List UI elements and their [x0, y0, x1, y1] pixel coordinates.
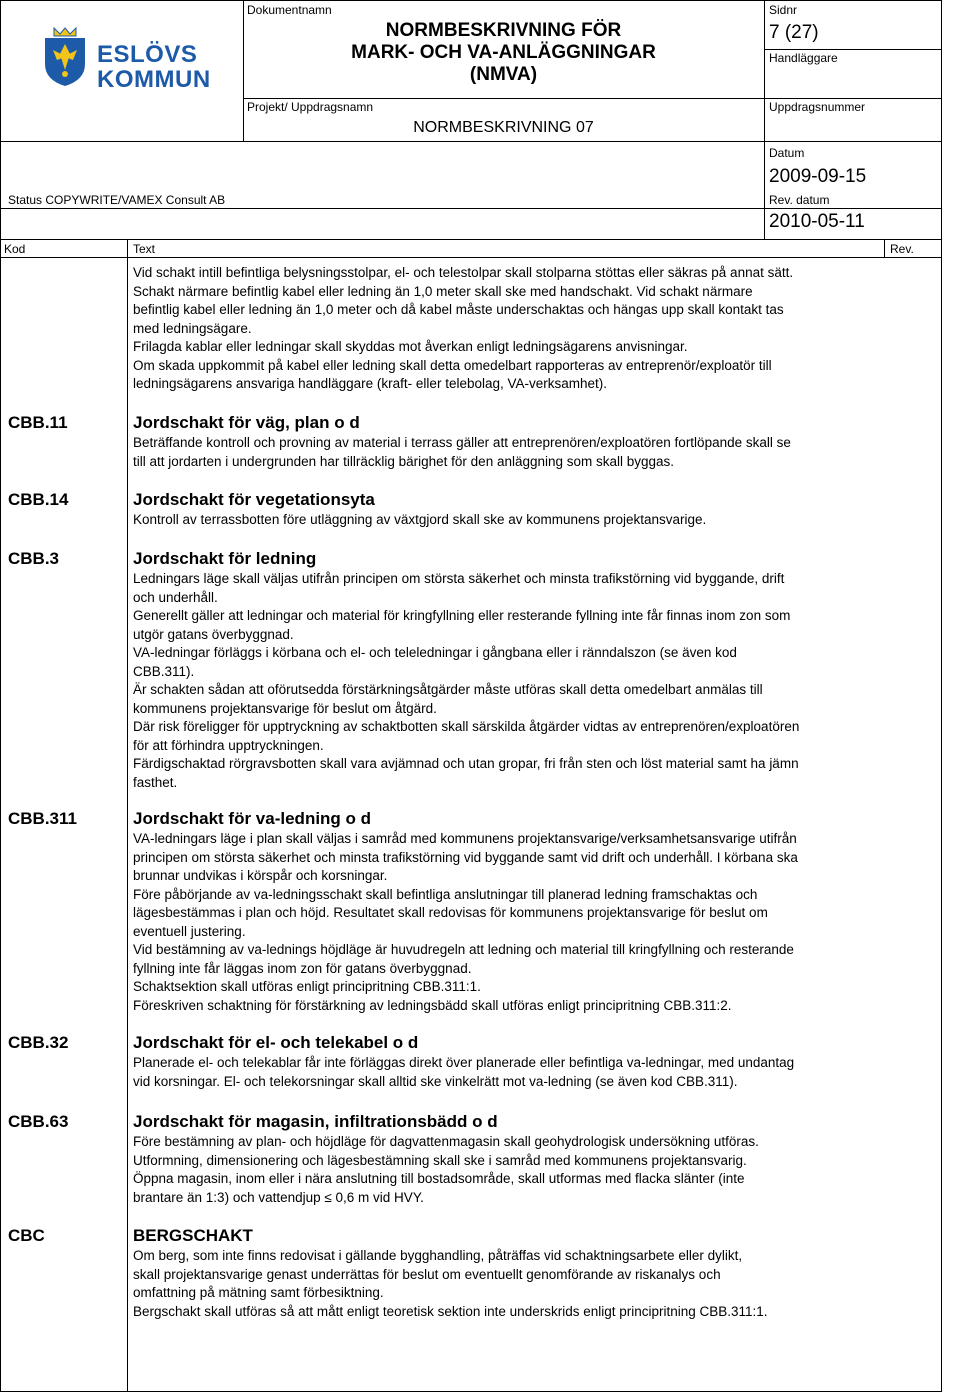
- text-line: Om skada uppkommit på kabel eller ledning skall detta omedelbart rapporteras av entreprenör/exploatör till: [133, 357, 772, 373]
- sidnr-label: Sidnr: [769, 3, 798, 17]
- section-kod: CBB.14: [8, 490, 69, 509]
- text-line: VA-ledningar förläggs i körbana och el- och teleledningar i gångbana eller i ränndalszon (se även kod: [133, 645, 737, 660]
- text-line: utgör gatans överbyggnad.: [133, 626, 294, 642]
- text-line: Planerade el- och telekablar får inte förläggas direkt över planerade eller befintliga va-ledningar, med undantag: [133, 1055, 795, 1070]
- text-line: vid korsningar. El- och telekorsningar skall alltid ske vinkelrätt mot va-ledning (se även kod CBB.311).: [133, 1073, 738, 1089]
- text-line: Utformning, dimensionering och lägesbestämning skall ske i samråd med kommunens projektansvarig.: [133, 1152, 747, 1168]
- divider-status: [0, 208, 942, 209]
- section-cbb-311: [133, 809, 798, 1015]
- section-heading: BERGSCHAKT: [133, 1226, 253, 1245]
- text-line: Vid bestämning av va-lednings höjdläge är huvudregeln att ledning och material till kringfyllning och resterande: [133, 942, 794, 957]
- text-line: brunnar undvikas i körspår och korsningar.: [133, 868, 388, 883]
- coat-of-arms-icon: [42, 26, 88, 88]
- text-line: fasthet.: [133, 774, 178, 790]
- projekt-label: Projekt/ Uppdragsnamn: [247, 100, 374, 114]
- text-line: Ledningars läge skall väljas utifrån principen om största säkerhet och minsta trafikstörning vid byggande, drift: [133, 571, 785, 586]
- divider-projekt: [243, 98, 942, 99]
- text-line: VA-ledningars läge i plan skall väljas i samråd med kommunens projektansvarige/verksamhetsansvarige utifrån: [133, 831, 797, 846]
- dokumentnamn-label: Dokumentnamn: [247, 3, 332, 17]
- section-heading: Jordschakt för va-ledning o d: [133, 809, 372, 828]
- section-heading: Jordschakt för magasin, infiltrationsbädd o d: [133, 1112, 498, 1131]
- text-line: brantare än 1:3) och vattendjup ≤ 0,6 m vid HVY.: [133, 1189, 424, 1205]
- column-kod: Kod: [4, 242, 26, 256]
- section-cbb-32: [133, 1033, 794, 1091]
- section-kod: CBB.3: [8, 549, 60, 568]
- sidnr-value: 7 (27): [769, 22, 819, 43]
- text-line: Schaktsektion skall utföras enligt principritning CBB.311:1.: [133, 979, 481, 994]
- text-line: principen om största säkerhet och minsta trafikstörning vid byggande samt vid drift och underhåll. I körbana ska: [133, 849, 798, 865]
- text-line: till att jordarten i undergrunden har tillräcklig bärighet för den anläggning som skall byggas.: [133, 453, 675, 469]
- text-line: Generellt gäller att ledningar och material för kringfyllning eller resterande fyllning inte får finnas inom zon som: [133, 608, 791, 623]
- status-label: Status COPYWRITE/VAMEX Consult AB: [8, 193, 226, 207]
- text-line: med ledningsägare.: [133, 320, 252, 336]
- divider-kod-col: [127, 239, 128, 1392]
- text-line: lägesbestämmas i plan och höjd. Resultatet skall redovisas för kommunens projektansvarige för beslut om: [133, 905, 768, 920]
- section-cbb-3: [133, 549, 799, 792]
- section-kod: CBB.32: [8, 1033, 69, 1052]
- text-line: Beträffande kontroll och provning av material i terrass gäller att entreprenören/exploatören fortlöpande skall se: [133, 435, 791, 450]
- divider-handlaggare: [764, 49, 942, 50]
- column-text: Text: [133, 242, 156, 256]
- text-line: och underhåll.: [133, 589, 218, 605]
- text-line: befintlig kabel eller ledning än 1,0 meter och då kabel måste underschaktas och hängas upp skall kontakt tas: [133, 302, 784, 317]
- datum-value: 2009-09-15: [769, 166, 867, 187]
- logo-org-line2: KOMMUN: [97, 66, 211, 93]
- uppdragsnummer-label: Uppdragsnummer: [769, 100, 866, 114]
- text-line: Frilagda kablar eller ledningar skall skyddas mot åverkan enligt ledningsägarens anvisningar.: [133, 339, 688, 354]
- text-line: kommunens projektansvarige för beslut om åtgärd.: [133, 700, 437, 716]
- text-line: Bergschakt skall utföras så att mått enligt teoretisk sektion inte underskrids enligt principritning CBB.311:1.: [133, 1303, 768, 1319]
- document-title-line: MARK- OCH VA-ANLÄGGNINGAR: [351, 42, 656, 63]
- divider-datum: [0, 141, 942, 142]
- text-line: för att förhindra upptryckningen.: [133, 737, 324, 753]
- text-line: ledningsägarens ansvariga handläggare (kraft- eller telebolag, VA-verksamhet).: [133, 376, 608, 391]
- text-line: Är schakten sådan att oförutsedda förstärkningsåtgärder måste utföras skall detta omedelbart anmälas till: [133, 682, 763, 697]
- projekt-value: NORMBESKRIVNING 07: [413, 119, 594, 136]
- text-line: Föreskriven schaktning för förstärkning av ledningsbädd skall utföras enligt principritning CBB.311:2.: [133, 997, 732, 1013]
- logo-org-line1: ESLÖVS: [97, 41, 198, 68]
- section-cbc: [133, 1226, 768, 1321]
- text-line: eventuell justering.: [133, 923, 246, 939]
- intro-paragraph: [133, 264, 793, 394]
- section-heading: Jordschakt för ledning: [133, 549, 317, 568]
- section-kod: CBB.11: [8, 413, 68, 432]
- text-line: omfattning på mätning samt förbesiktning.: [133, 1285, 384, 1300]
- section-cbb-14: [133, 490, 706, 530]
- divider-col-headers: [0, 257, 942, 258]
- document-title: [243, 20, 764, 86]
- text-line: CBB.311).: [133, 663, 195, 679]
- text-line: Färdigschaktad rörgravsbotten skall vara avjämnad och utan gropar, fri från sten och löst material samt ha jämn: [133, 756, 799, 771]
- divider-columns: [0, 239, 942, 240]
- text-line: Före påbörjande av va-ledningsschakt skall befintliga anslutningar till planerad ledning framschaktas och: [133, 886, 758, 902]
- document-title-line: NORMBESKRIVNING FÖR: [385, 20, 622, 41]
- section-cbb-11: [133, 413, 791, 471]
- section-kod: CBC: [8, 1226, 45, 1245]
- text-line: Där risk föreligger för upptryckning av schaktbotten skall särskilda åtgärder vidtas av entreprenören/exploatören: [133, 719, 800, 734]
- handlaggare-label: Handläggare: [769, 51, 838, 65]
- text-line: Kontroll av terrassbotten före utläggning av växtgjord skall ske av kommunens projektansvarige.: [133, 512, 707, 527]
- section-heading: Jordschakt för el- och telekabel o d: [133, 1033, 419, 1052]
- rev-datum-value: 2010-05-11: [769, 211, 865, 232]
- column-rev: Rev.: [890, 242, 914, 256]
- section-heading: Jordschakt för väg, plan o d: [133, 413, 360, 432]
- section-cbb-63: [133, 1112, 759, 1207]
- text-line: Schakt närmare befintlig kabel eller ledning än 1,0 meter skall ske med handschakt. Vid schakt närmare: [133, 283, 753, 299]
- frame-bottom: [0, 1391, 942, 1392]
- section-heading: Jordschakt för vegetationsyta: [133, 490, 375, 509]
- section-kod: CBB.63: [8, 1112, 69, 1131]
- divider-sidnr: [764, 0, 765, 141]
- text-line: Vid schakt intill befintliga belysningsstolpar, el- och telestolpar skall stolparna stöttas eller säkras på annat sätt.: [133, 265, 794, 280]
- divider-datum-col: [764, 141, 765, 239]
- datum-label: Datum: [769, 146, 805, 160]
- document-title-line: (NMVA): [469, 64, 538, 85]
- section-kod: CBB.311: [8, 809, 77, 828]
- text-line: Före bestämning av plan- och höjdläge för dagvattenmagasin skall geohydrologisk undersökning utföras.: [133, 1134, 759, 1149]
- text-line: Om berg, som inte finns redovisat i gällande bygghandling, påträffas vid schaktningsarbete eller dylikt,: [133, 1248, 743, 1263]
- frame-top: [0, 0, 942, 1]
- rev-datum-label: Rev. datum: [769, 193, 830, 207]
- divider-rev-col: [884, 239, 885, 257]
- text-line: fyllning inte får läggas inom zon för gatans överbyggnad.: [133, 960, 472, 976]
- text-line: skall projektansvarige genast underrättas för beslut om eventuellt genomförande av riskanalys och: [133, 1266, 721, 1282]
- text-line: Öppna magasin, inom eller i nära anslutning till bostadsområde, skall utformas med flacka slänter (inte: [133, 1171, 745, 1186]
